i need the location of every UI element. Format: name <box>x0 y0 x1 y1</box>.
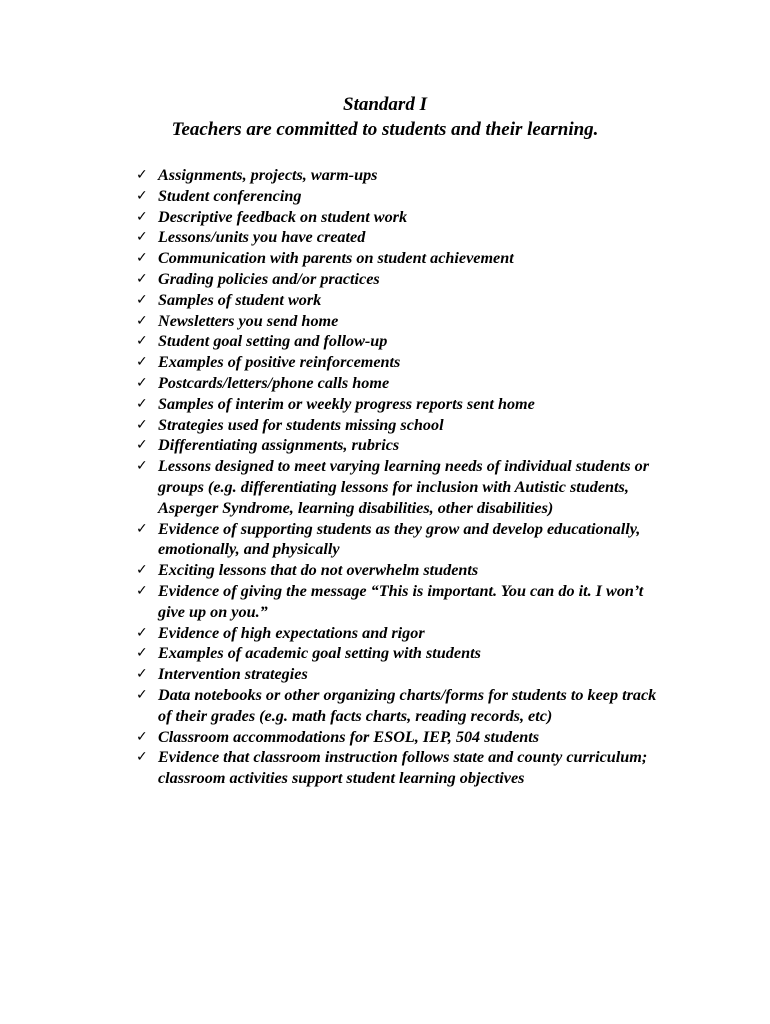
checkmark-icon: ✓ <box>136 333 148 350</box>
checkmark-icon: ✓ <box>136 270 148 287</box>
checklist-item <box>136 415 666 436</box>
checkmark-icon: ✓ <box>136 437 148 454</box>
checkmark-icon: ✓ <box>136 374 148 391</box>
checklist-item-text: Student goal setting and follow-up <box>158 332 388 351</box>
checkmark-icon: ✓ <box>136 416 148 433</box>
checkmark-icon: ✓ <box>136 291 148 308</box>
checkmark-icon: ✓ <box>136 395 148 412</box>
checkmark-icon: ✓ <box>136 312 148 329</box>
checklist-item <box>136 290 666 311</box>
checklist-item-text: Lessons/units you have created <box>158 228 366 247</box>
checkmark-icon: ✓ <box>136 562 148 579</box>
checklist-item <box>136 664 666 685</box>
checklist-item-text: Newsletters you send home <box>158 311 339 330</box>
checkmark-icon: ✓ <box>136 167 148 183</box>
checklist-item-text: Evidence that classroom instruction follows state and county curriculum; classroom activities support student learning objectives <box>158 748 648 788</box>
checklist-item <box>136 311 666 332</box>
checkmark-icon: ✓ <box>136 187 148 204</box>
standard-title: Standard I <box>343 94 427 115</box>
checklist-item <box>136 727 666 748</box>
checklist-item-text: Classroom accommodations for ESOL, IEP, 504 students <box>158 727 540 746</box>
checkmark-icon: ✓ <box>136 208 148 225</box>
checklist-item-text: Postcards/letters/phone calls home <box>158 373 390 392</box>
checklist-item-text: Examples of positive reinforcements <box>158 353 401 372</box>
checklist-item <box>136 435 666 456</box>
checklist-item <box>136 207 666 228</box>
document-heading <box>0 93 770 143</box>
checkmark-icon: ✓ <box>136 582 148 599</box>
checklist-item-text: Lessons designed to meet varying learning needs of individual students or groups (e.g. differentiating lessons for inclusion with Autistic students, Asperger Syndrome, learning disabilities, other disabilities) <box>158 457 650 517</box>
checkmark-icon: ✓ <box>136 229 148 246</box>
checklist-item-text: Evidence of supporting students as they grow and develop educationally, emotionally, and physically <box>158 519 641 559</box>
checklist-item-text: Evidence of giving the message “This is important. You can do it. I won’t give up on you.” <box>158 581 644 621</box>
checkmark-icon: ✓ <box>136 624 148 641</box>
checklist-item-text: Student conferencing <box>158 186 302 205</box>
checklist-item <box>136 165 666 186</box>
checklist-item <box>136 186 666 207</box>
checklist-item-text: Assignments, projects, warm-ups <box>158 166 378 184</box>
checklist-item <box>136 623 666 644</box>
checklist-item <box>136 519 666 561</box>
checklist-item-text: Differentiating assignments, rubrics <box>158 436 400 455</box>
checklist-item <box>136 581 666 623</box>
checklist-item-text: Examples of academic goal setting with students <box>158 644 481 663</box>
checklist-item-text: Exciting lessons that do not overwhelm students <box>158 561 479 580</box>
checklist-item <box>136 227 666 248</box>
checkmark-icon: ✓ <box>136 354 148 371</box>
checklist-item-text: Samples of interim or weekly progress reports sent home <box>158 394 535 413</box>
checklist-item <box>136 269 666 290</box>
checklist-item-text: Samples of student work <box>158 290 322 309</box>
checkmark-icon: ✓ <box>136 749 148 766</box>
checkmark-icon: ✓ <box>136 666 148 683</box>
checklist-item <box>136 643 666 664</box>
checkmark-icon: ✓ <box>136 250 148 267</box>
checklist-item <box>136 352 666 373</box>
checklist-item-text: Communication with parents on student achievement <box>158 249 514 268</box>
checklist-item-text: Evidence of high expectations and rigor <box>158 623 425 642</box>
standard-subtitle: Teachers are committed to students and their learning. <box>171 119 599 140</box>
checkmark-icon: ✓ <box>136 686 148 703</box>
checklist-item-text: Descriptive feedback on student work <box>158 207 408 226</box>
checklist-item <box>136 248 666 269</box>
checklist-item-text: Data notebooks or other organizing charts/forms for students to keep track of their grades (e.g. math facts charts, reading records, etc) <box>158 685 657 725</box>
checklist-item <box>136 560 666 581</box>
checkmark-icon: ✓ <box>136 728 148 745</box>
checklist-item <box>136 331 666 352</box>
checklist-item <box>136 747 666 789</box>
checklist-item <box>136 456 666 518</box>
evidence-checklist <box>136 165 666 789</box>
checkmark-icon: ✓ <box>136 645 148 662</box>
checklist-item-text: Strategies used for students missing school <box>158 415 444 434</box>
checklist-item <box>136 685 666 727</box>
checklist-item <box>136 394 666 415</box>
checklist-item-text: Intervention strategies <box>158 665 308 684</box>
checklist-item <box>136 373 666 394</box>
checklist-item-text: Grading policies and/or practices <box>158 269 380 288</box>
checkmark-icon: ✓ <box>136 520 148 537</box>
checkmark-icon: ✓ <box>136 458 148 475</box>
